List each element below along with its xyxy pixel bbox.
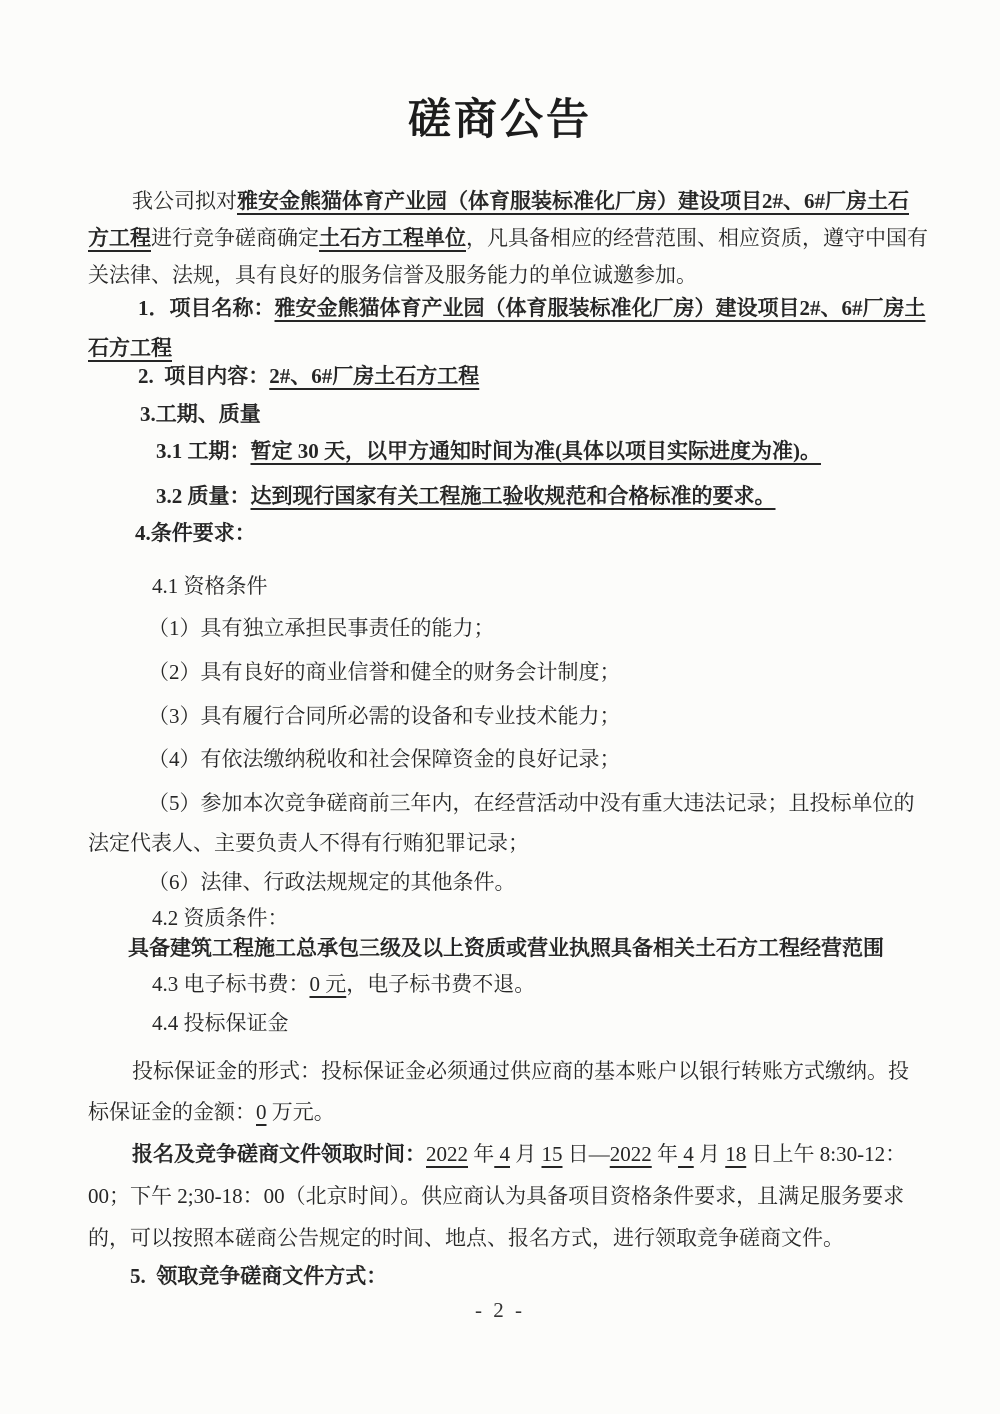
item-4-2-credentials-heading: 4.2 资质条件： bbox=[152, 906, 289, 930]
page-number: - 2 - bbox=[475, 1298, 525, 1322]
condition-5: （5）参加本次竞争磋商前三年内，在经营活动中没有重大违法记录；且投标单位的法定代表人、主要负责人不得有行贿犯罪记录； bbox=[88, 791, 915, 855]
deposit-paragraph bbox=[88, 1051, 928, 1133]
registration-day2: 18 bbox=[725, 1142, 747, 1166]
item-4-3-fee-value: 0 元 bbox=[309, 972, 347, 996]
registration-month2: 4 bbox=[678, 1142, 694, 1166]
item-2-label: 2. 项目内容： bbox=[138, 364, 270, 388]
registration-day1: 15 bbox=[541, 1142, 563, 1166]
item-2-value: 2#、6#厂房土石方工程 bbox=[269, 364, 480, 388]
item-3-1-duration bbox=[88, 431, 928, 471]
registration-sep3: 日— bbox=[562, 1142, 610, 1166]
condition-6: （6）法律、行政法规规定的其他条件。 bbox=[148, 870, 516, 894]
condition-2: （2）具有良好的商业信誉和健全的财务会计制度； bbox=[148, 660, 621, 684]
item-2-project-content bbox=[88, 356, 928, 396]
document-title: 磋商公告 bbox=[408, 97, 592, 144]
deposit-lead: 投标保证金的形式：投标保证金必须通过供应商的基本账户以银行转账方式缴纳。投标保证金的金额： bbox=[88, 1059, 909, 1124]
registration-year1: 2022 bbox=[426, 1142, 468, 1166]
registration-month1: 4 bbox=[494, 1142, 510, 1166]
registration-sep5: 月 bbox=[693, 1142, 726, 1166]
item-4-requirements-heading: 4.条件要求： bbox=[135, 521, 256, 545]
registration-tail: 日上午 8:30-12：00；下午 2;30-18：00（北京时间）。供应商认为具备项目资格条件要求，且满足服务要求的，可以按照本磋商公告规定的时间、地点、报名方式，进行领取竞争磋商文件。 bbox=[88, 1142, 907, 1250]
item-4-3-tail: ，电子标书费不退。 bbox=[346, 972, 536, 996]
item-3-1-value: 暂定 30 天，以甲方通知时间为准(具体以项目实际进度为准)。 bbox=[250, 439, 821, 463]
item-1-value: 雅安金熊猫体育产业园（体育服装标准化厂房）建设项目2#、6#厂房土石方工程 bbox=[88, 296, 926, 360]
item-4-2-credentials-value: 具备建筑工程施工总承包三级及以上资质或营业执照具备相关土石方工程经营范围 bbox=[128, 936, 884, 960]
intro-mid: 进行竞争磋商确定 bbox=[151, 226, 319, 250]
item-4-1-qualification-heading: 4.1 资格条件 bbox=[152, 574, 268, 598]
registration-time-paragraph bbox=[88, 1133, 928, 1259]
intro-lead: 我公司拟对 bbox=[132, 189, 237, 213]
registration-sep2: 月 bbox=[510, 1142, 542, 1166]
registration-sep1: 年 bbox=[468, 1142, 495, 1166]
intro-project-name: 雅安金熊猫体育产业园（体育服装标准化厂房）建设项目2#、6#厂房土石方工程 bbox=[88, 189, 909, 250]
item-4-3-label: 4.3 电子标书费： bbox=[152, 972, 310, 996]
intro-paragraph bbox=[88, 183, 928, 294]
item-1-label: 1．项目名称： bbox=[138, 296, 275, 320]
item-3-2-label: 3.2 质量： bbox=[156, 484, 251, 508]
condition-1: （1）具有独立承担民事责任的能力； bbox=[148, 616, 495, 640]
intro-unit-name: 土石方工程单位 bbox=[319, 226, 466, 250]
registration-sep4: 年 bbox=[651, 1142, 678, 1166]
deposit-tail: 万元。 bbox=[266, 1100, 335, 1124]
item-3-2-quality bbox=[88, 476, 928, 516]
item-4-4-bid-deposit-heading: 4.4 投标保证金 bbox=[152, 1011, 289, 1035]
item-5-document-collection-heading: 5. 领取竞争磋商文件方式： bbox=[130, 1264, 388, 1288]
deposit-amount: 0 bbox=[256, 1100, 267, 1124]
item-3-1-label: 3.1 工期： bbox=[156, 439, 251, 463]
condition-4: （4）有依法缴纳税收和社会保障资金的良好记录； bbox=[148, 747, 621, 771]
item-3-duration-quality-heading: 3.工期、质量 bbox=[140, 402, 261, 426]
registration-year2: 2022 bbox=[609, 1142, 652, 1166]
registration-label: 报名及竞争磋商文件领取时间： bbox=[132, 1142, 426, 1166]
item-4-3-bid-document-fee bbox=[88, 964, 928, 1004]
condition-3: （3）具有履行合同所必需的设备和专业技术能力； bbox=[148, 704, 621, 728]
intro-tail: ，凡具备相应的经营范围、相应资质，遵守中国有关法律、法规，具有良好的服务信誉及服务能力的单位诚邀参加。 bbox=[88, 226, 928, 287]
item-3-2-value: 达到现行国家有关工程施工验收规范和合格标准的要求。 bbox=[250, 484, 776, 508]
